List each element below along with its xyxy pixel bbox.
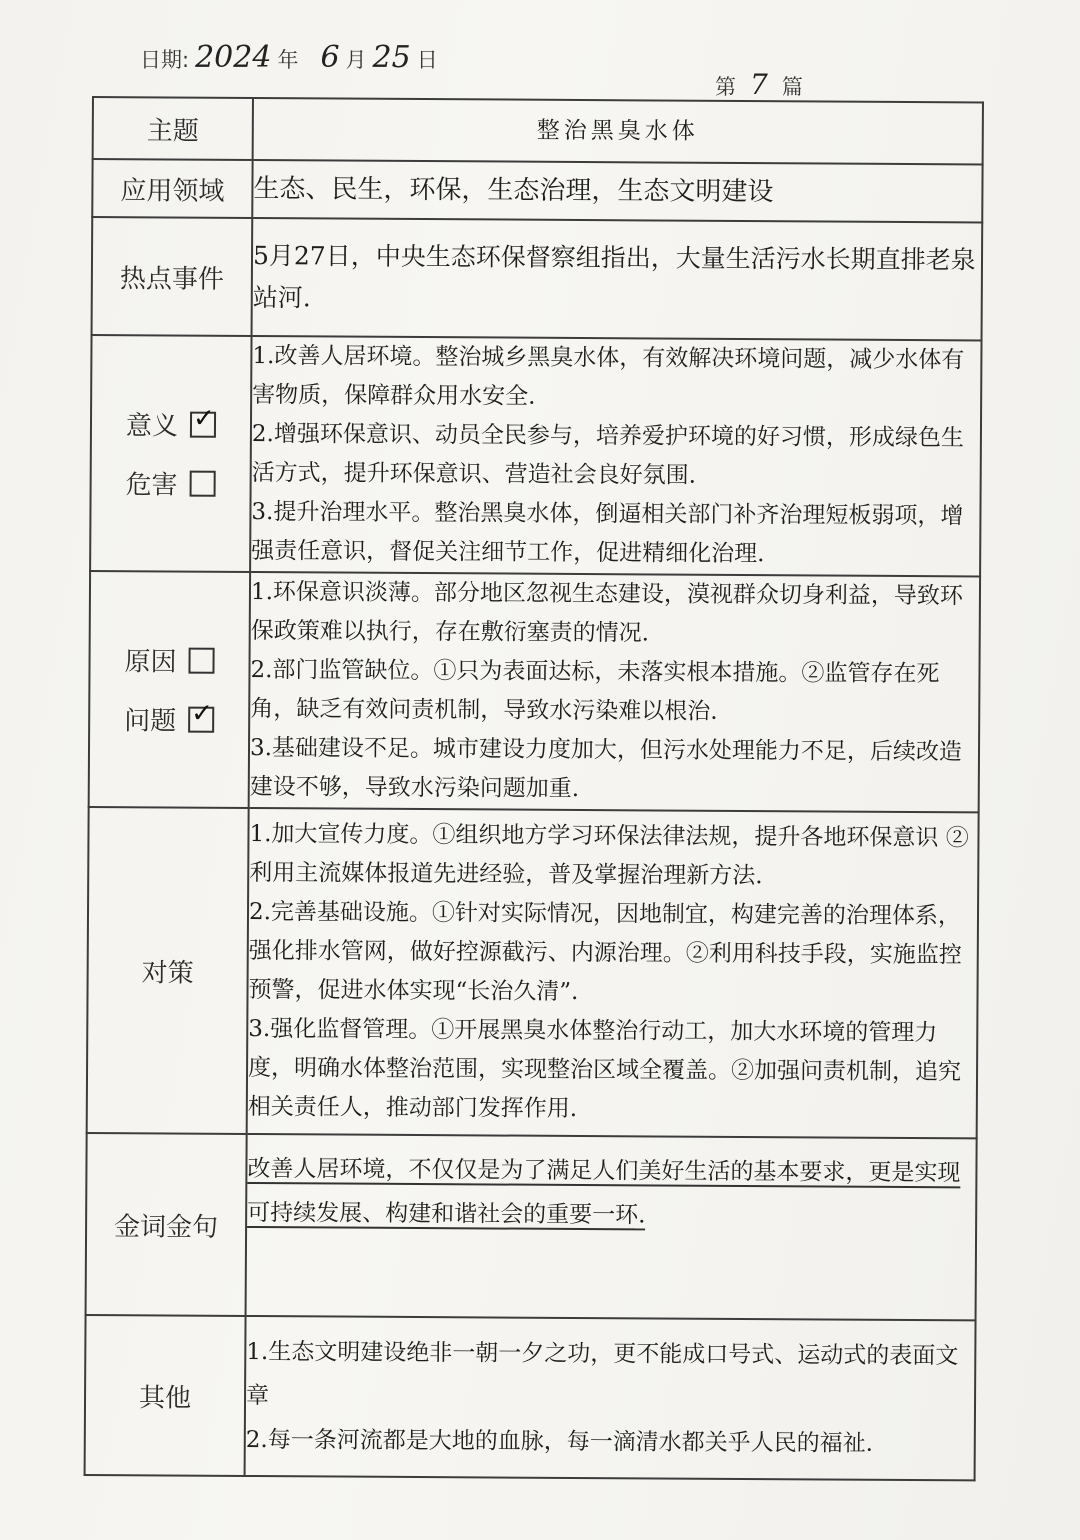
- date-day: 25: [372, 40, 411, 75]
- field-value: 生态、民生，环保，生态治理，生态文明建设: [252, 160, 982, 222]
- row-hotspot: [92, 217, 983, 340]
- notes-table: [84, 96, 984, 1481]
- other-item: 1.生态文明建设绝非一朝一夕之功，更不能成口号式、运动式的表面文章: [245, 1338, 959, 1410]
- countermeasure-item: 2.完善基础设施。①针对实际情况，因地制宜，构建完善的治理体系，强化排水管网，做好控源截污、内源治理。②利用科技手段，实施监控预警，促进水体实现“长治久清”.: [248, 898, 962, 1005]
- date-label: 日期:: [140, 48, 190, 72]
- significance-content: [250, 336, 981, 576]
- quotes-content: [246, 1134, 977, 1320]
- significance-label-cell: [90, 335, 251, 572]
- problem-item: 3.基础建设不足。城市建设力度加大，但污水处理能力不足，后续改造建设不够，导致水污染问题加重.: [249, 734, 963, 802]
- countermeasures-label: 对策: [87, 807, 249, 1134]
- countermeasure-item: 3.强化监督管理。①开展黑臭水体整治行动工，加大水环境的管理力度，明确水体整治范围，实现整治区域全覆盖。②加强问责机制，追究相关责任人，推动部门发挥作用.: [247, 1015, 962, 1122]
- page-prefix: 第: [715, 75, 736, 99]
- significance-item: 3.提升治理水平。整治黑臭水体，倒逼相关部门补齐治理短板弱项，增强责任意识，督促关注细节工作，促进精细化治理.: [251, 498, 964, 568]
- topic-value: 整治黑臭水体: [253, 98, 983, 164]
- page-suffix: 篇: [781, 75, 803, 99]
- row-countermeasures: [87, 807, 979, 1138]
- problems-label-cell: [89, 571, 250, 808]
- problem-checkbox: [188, 706, 214, 732]
- problem-item: 1.环保意识淡薄。部分地区忽视生态建设，漠视群众切身利益，导致环保政策难以执行，存在敷衍塞责的情况.: [250, 578, 963, 647]
- other-label: 其他: [85, 1315, 246, 1476]
- date-month: 6: [320, 40, 340, 75]
- date-month-unit: 月: [345, 48, 367, 72]
- problems-content: [249, 572, 980, 812]
- row-field: [92, 159, 982, 222]
- cause-label: 原因: [124, 647, 177, 678]
- significance-checkbox: [190, 411, 216, 437]
- topic-label: 主题: [93, 97, 253, 160]
- page-number: [715, 68, 803, 101]
- quotes-value: 改善人居环境，不仅仅是为了满足人们美好生活的基本要求，更是实现可持续发展、构建和谐社会的重要一环.: [247, 1155, 961, 1229]
- quotes-label: 金词金句: [86, 1133, 247, 1316]
- other-item: 2.每一条河流都是大地的血脉，每一滴清水都关乎人民的福祉.: [245, 1426, 874, 1457]
- row-problems: [89, 571, 980, 812]
- problem-option: [124, 700, 214, 738]
- row-topic: [93, 97, 983, 164]
- hotspot-value: 5月27日，中央生态环保督察组指出，大量生活污水长期直排老泉站河.: [252, 218, 983, 340]
- countermeasure-item: 1.加大宣传力度。①组织地方学习环保法律法规，提升各地环保意识 ②利用主流媒体报道先进经验，普及掌握治理新方法.: [249, 820, 969, 890]
- date-year-unit: 年: [277, 48, 299, 72]
- problem-item: 2.部门监管缺位。①只为表面达标，未落实根本措施。②监管存在死角，缺乏有效问责机制，导致水污染难以根治.: [250, 656, 940, 725]
- row-quotes: [86, 1133, 977, 1320]
- significance-option: [126, 405, 216, 443]
- countermeasures-content: [247, 808, 979, 1138]
- other-content: [245, 1316, 976, 1480]
- date-line: [140, 40, 438, 75]
- row-other: [85, 1315, 976, 1480]
- date-year: 2024: [195, 40, 272, 75]
- significance-label: 意义: [125, 411, 179, 442]
- date-day-unit: 日: [416, 48, 438, 72]
- page-number-value: 7: [750, 68, 768, 101]
- cause-option: [124, 641, 214, 679]
- significance-item: 2.增强环保意识、动员全民参与，培养爱护环境的好习惯，形成绿色生活方式，提升环保意识、营造社会良好氛围.: [251, 420, 964, 489]
- significance-item: 1.改善人居环境。整治城乡黑臭水体，有效解决环境问题，减少水体有害物质，保障群众用水安全.: [252, 342, 965, 410]
- row-significance: [90, 335, 981, 576]
- cause-checkbox: [188, 647, 214, 673]
- harm-label: 危害: [125, 470, 178, 501]
- harm-checkbox: [190, 470, 216, 496]
- field-label: 应用领域: [92, 159, 252, 218]
- harm-option: [126, 464, 216, 502]
- problem-label: 问题: [124, 706, 177, 737]
- hotspot-label: 热点事件: [92, 217, 253, 336]
